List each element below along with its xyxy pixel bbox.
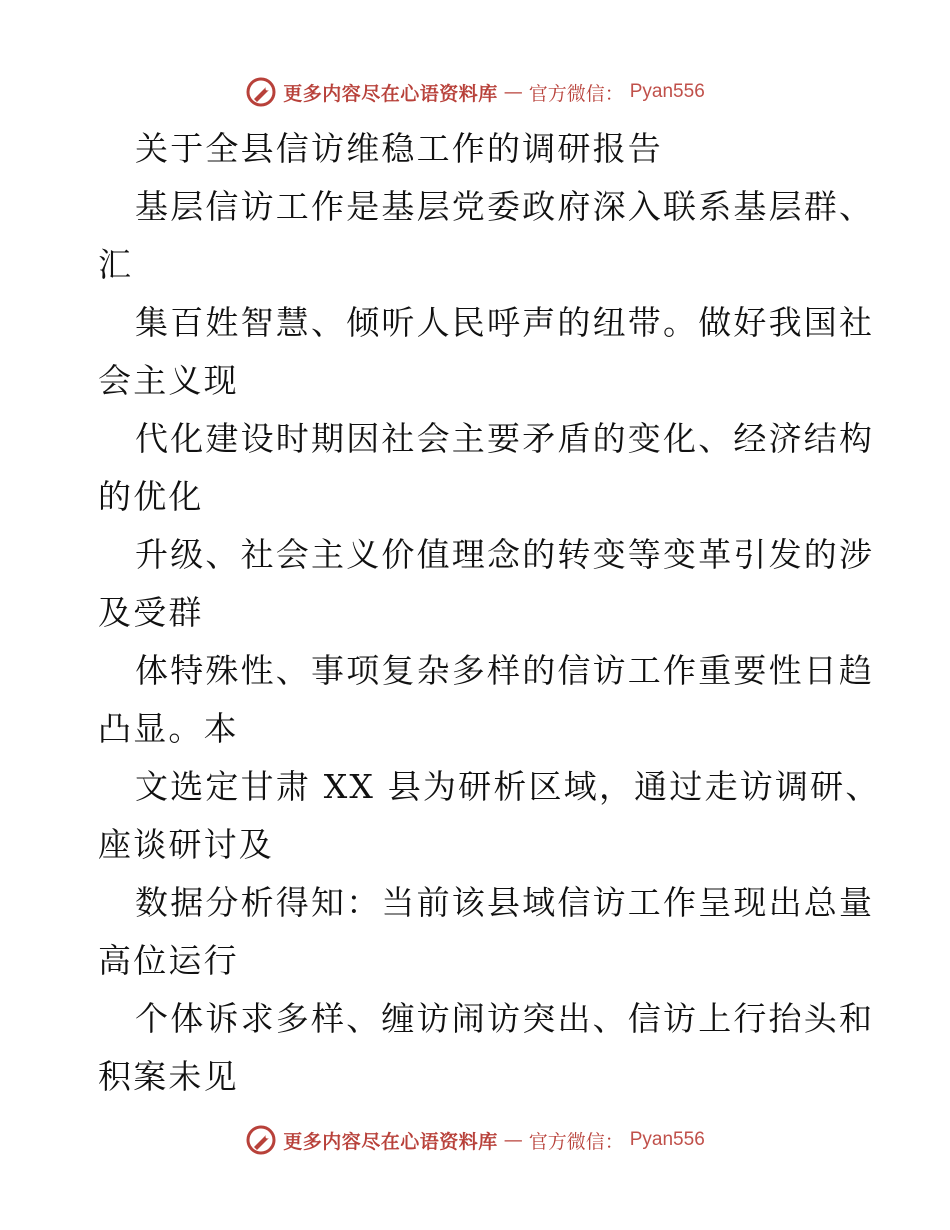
document-body [98, 120, 881, 1106]
doc-line: 基层信访工作是基层党委政府深入联系基层群、 [135, 187, 875, 226]
watermark-text: 更多内容尽在心语资料库 [283, 1130, 498, 1153]
doc-line: 升级、社会主义价值理念的转变等变革引发的涉 [135, 535, 875, 574]
doc-line: 汇 [98, 245, 134, 284]
doc-line: 高位运行 [98, 941, 239, 980]
doc-line: 文选定甘肃 XX 县为研析区域，通过走访调研、 [135, 767, 881, 806]
doc-line: 座谈研讨及 [98, 825, 274, 864]
watermark-dash: — [503, 81, 523, 103]
watermark-dash: — [503, 1129, 523, 1151]
pen-logo-icon [245, 76, 277, 108]
watermark-wechat-label: 官方微信： [528, 1130, 624, 1153]
header-watermark [0, 72, 950, 112]
watermark-wechat-id: Pyan556 [629, 1129, 705, 1150]
doc-line: 数据分析得知：当前该县域信访工作呈现出总量 [135, 883, 875, 922]
doc-line: 个体诉求多样、缠访闹访突出、信访上行抬头和 [135, 999, 875, 1038]
pen-logo-icon [245, 1124, 277, 1156]
doc-title: 关于全县信访维稳工作的调研报告 [135, 129, 663, 168]
doc-line: 代化建设时期因社会主要矛盾的变化、经济结构 [135, 419, 875, 458]
doc-line: 体特殊性、事项复杂多样的信访工作重要性日趋 [135, 651, 875, 690]
doc-line: 及受群 [98, 593, 204, 632]
doc-line: 凸显。本 [98, 709, 239, 748]
doc-line: 的优化 [98, 477, 204, 516]
watermark-wechat-id: Pyan556 [629, 81, 705, 102]
doc-line: 集百姓智慧、倾听人民呼声的纽带。做好我国社 [135, 303, 875, 342]
footer-watermark [0, 1120, 950, 1160]
watermark-wechat-label: 官方微信： [528, 82, 624, 105]
doc-line: 会主义现 [98, 361, 239, 400]
doc-line: 积案未见 [98, 1057, 239, 1096]
watermark-text: 更多内容尽在心语资料库 [283, 82, 498, 105]
